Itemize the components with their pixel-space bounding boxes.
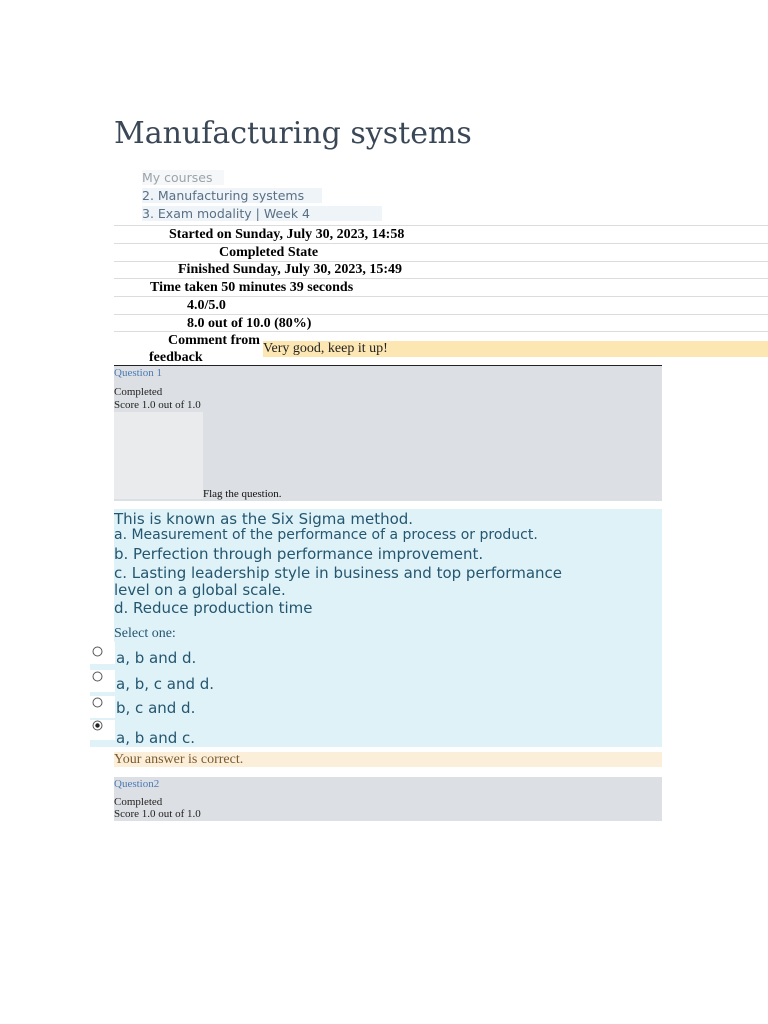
feedback-text: Very good, keep it up! <box>263 341 768 357</box>
statement-c-cont: level on a global scale. <box>114 581 286 599</box>
divider <box>114 278 768 279</box>
option-radio-1[interactable] <box>92 646 103 657</box>
flag-box[interactable] <box>114 412 203 499</box>
breadcrumb-course[interactable]: 2. Manufacturing systems <box>142 188 322 203</box>
answer-result: Your answer is correct. <box>114 752 662 767</box>
statement-d: d. Reduce production time <box>114 599 313 617</box>
marks: 4.0/5.0 <box>187 298 226 313</box>
question-2-info <box>114 777 662 821</box>
option-label-1[interactable]: a, b and d. <box>116 649 197 667</box>
flag-question-link[interactable]: Flag the question. <box>203 488 282 500</box>
started-on: Started on Sunday, July 30, 2023, 14:58 <box>169 227 405 242</box>
breadcrumb-section[interactable]: 3. Exam modality | Week 4 <box>142 206 382 221</box>
question-1-label: Question 1 <box>114 367 162 379</box>
page-title: Manufacturing systems <box>114 116 472 151</box>
question-2-label: Question2 <box>114 778 160 790</box>
question-1-status: Completed <box>114 386 163 398</box>
question-2-status: Completed <box>114 796 163 808</box>
option-radio-4-selected[interactable] <box>92 720 103 731</box>
question-1-content <box>114 509 662 747</box>
select-one-label: Select one: <box>114 626 176 641</box>
question-1-score: Score 1.0 out of 1.0 <box>114 399 201 411</box>
question-text: This is known as the Six Sigma method. <box>114 510 414 528</box>
divider <box>114 296 768 297</box>
time-taken: Time taken 50 minutes 39 seconds <box>150 280 354 295</box>
divider <box>114 225 768 226</box>
option-radio-2[interactable] <box>92 671 103 682</box>
statement-b: b. Perfection through performance improvement. <box>114 545 484 563</box>
comment-label: Comment from <box>168 333 260 348</box>
statement-a: a. Measurement of the performance of a process or product. <box>114 527 538 543</box>
breadcrumb-my-courses[interactable]: My courses <box>142 170 224 185</box>
comment-label-2: feedback <box>149 350 203 365</box>
grade: 8.0 out of 10.0 (80%) <box>187 316 312 331</box>
question-2-score: Score 1.0 out of 1.0 <box>114 808 201 820</box>
statement-c: c. Lasting leadership style in business and top performance <box>114 564 563 582</box>
finished: Finished Sunday, July 30, 2023, 15:49 <box>178 262 403 277</box>
option-bar <box>90 740 115 747</box>
option-label-4[interactable]: a, b and c. <box>116 729 196 747</box>
option-label-2[interactable]: a, b, c and d. <box>116 675 215 693</box>
state: Completed State <box>219 245 319 260</box>
option-radio-3[interactable] <box>92 697 103 708</box>
question-1-info <box>114 365 662 501</box>
option-label-3[interactable]: b, c and d. <box>116 699 196 717</box>
divider <box>114 243 768 244</box>
divider <box>114 331 768 332</box>
divider <box>114 314 768 315</box>
